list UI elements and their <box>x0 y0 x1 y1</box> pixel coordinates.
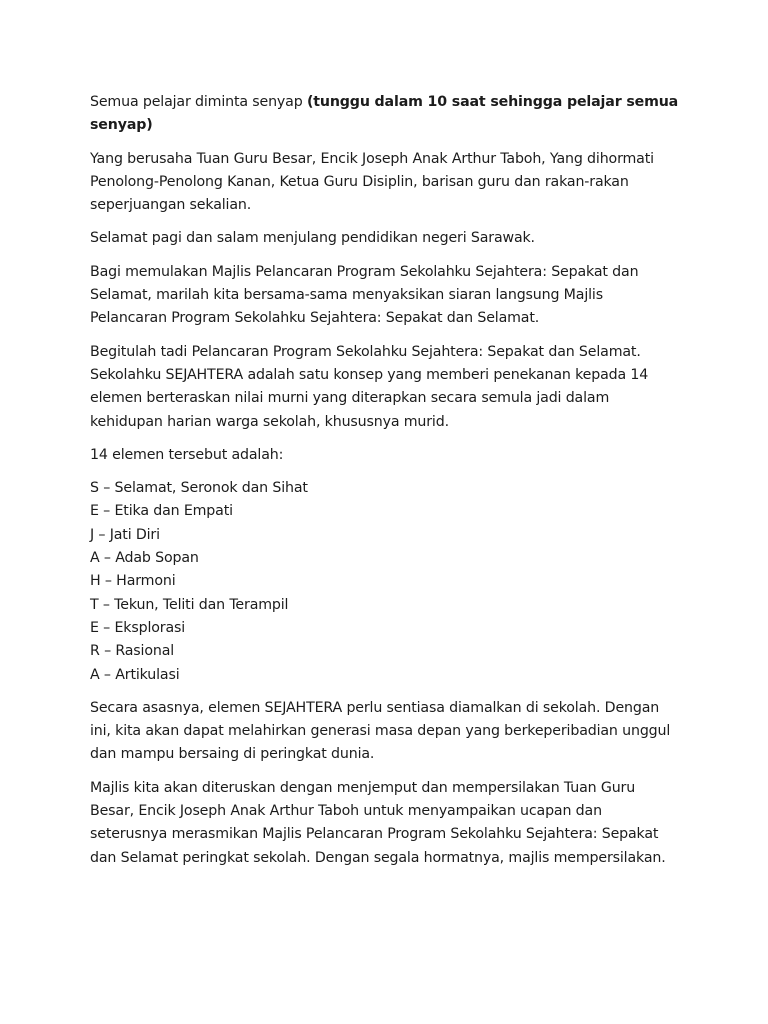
opening-paragraph: Bagi memulakan Majlis Pelancaran Program Sekolahku Sejahtera: Sepakat dan Selamat, marilah kita bersama-sama menyaksikan siaran langsung Majlis Pelancaran Program Sekolahku Sejahtera: Sepakat dan Selamat. <box>90 263 639 327</box>
closing-paragraph: Majlis kita akan diteruskan dengan menjemput dan mempersilakan Tuan Guru Besar, Encik Joseph Anak Arthur Taboh untuk menyampaikan ucapan dan seterusnya merasmikan Majlis Pelancaran Program Sekolahku Sejahtera: Sepakat dan Selamat peringkat sekolah. Dengan segala hormatnya, majlis mempersilakan. <box>90 779 666 866</box>
list-item: E – Etika dan Empati <box>90 503 233 520</box>
document-page <box>90 91 680 880</box>
list-item: R – Rasional <box>90 643 175 660</box>
elements-list <box>90 477 680 687</box>
list-item: S – Selamat, Seronok dan Sihat <box>90 480 308 497</box>
intro-paragraph <box>90 91 680 138</box>
list-item: E – Eksplorasi <box>90 619 186 636</box>
list-item: J – Jati Diri <box>90 526 160 543</box>
concept-paragraph: Begitulah tadi Pelancaran Program Sekolahku Sejahtera: Sepakat dan Selamat. Sekolahku SEJAHTERA adalah satu konsep yang memberi penekanan kepada 14 elemen berteraskan nilai murni yang diterapkan secara semula jadi dalam kehidupan harian warga sekolah, khususnya murid. <box>90 343 649 430</box>
list-item: A – Adab Sopan <box>90 550 199 567</box>
greeting-paragraph: Yang berusaha Tuan Guru Besar, Encik Joseph Anak Arthur Taboh, Yang dihormati Penolong-Penolong Kanan, Ketua Guru Disiplin, barisan guru dan rakan-rakan seperjuangan sekalian. <box>90 150 654 214</box>
salutation-paragraph: Selamat pagi dan salam menjulang pendidikan negeri Sarawak. <box>90 230 535 247</box>
summary-paragraph: Secara asasnya, elemen SEJAHTERA perlu sentiasa diamalkan di sekolah. Dengan ini, kita akan dapat melahirkan generasi masa depan yang berkeperibadian unggul dan mampu bersaing di peringkat dunia. <box>90 699 671 763</box>
list-item: T – Tekun, Teliti dan Terampil <box>90 596 289 613</box>
intro-instruction: (tunggu dalam 10 saat sehingga pelajar semua senyap) <box>90 94 679 134</box>
intro-text: Semua pelajar diminta senyap <box>90 94 307 110</box>
list-item: H – Harmoni <box>90 573 176 590</box>
elements-intro-paragraph: 14 elemen tersebut adalah: <box>90 446 284 463</box>
list-item: A – Artikulasi <box>90 666 180 683</box>
